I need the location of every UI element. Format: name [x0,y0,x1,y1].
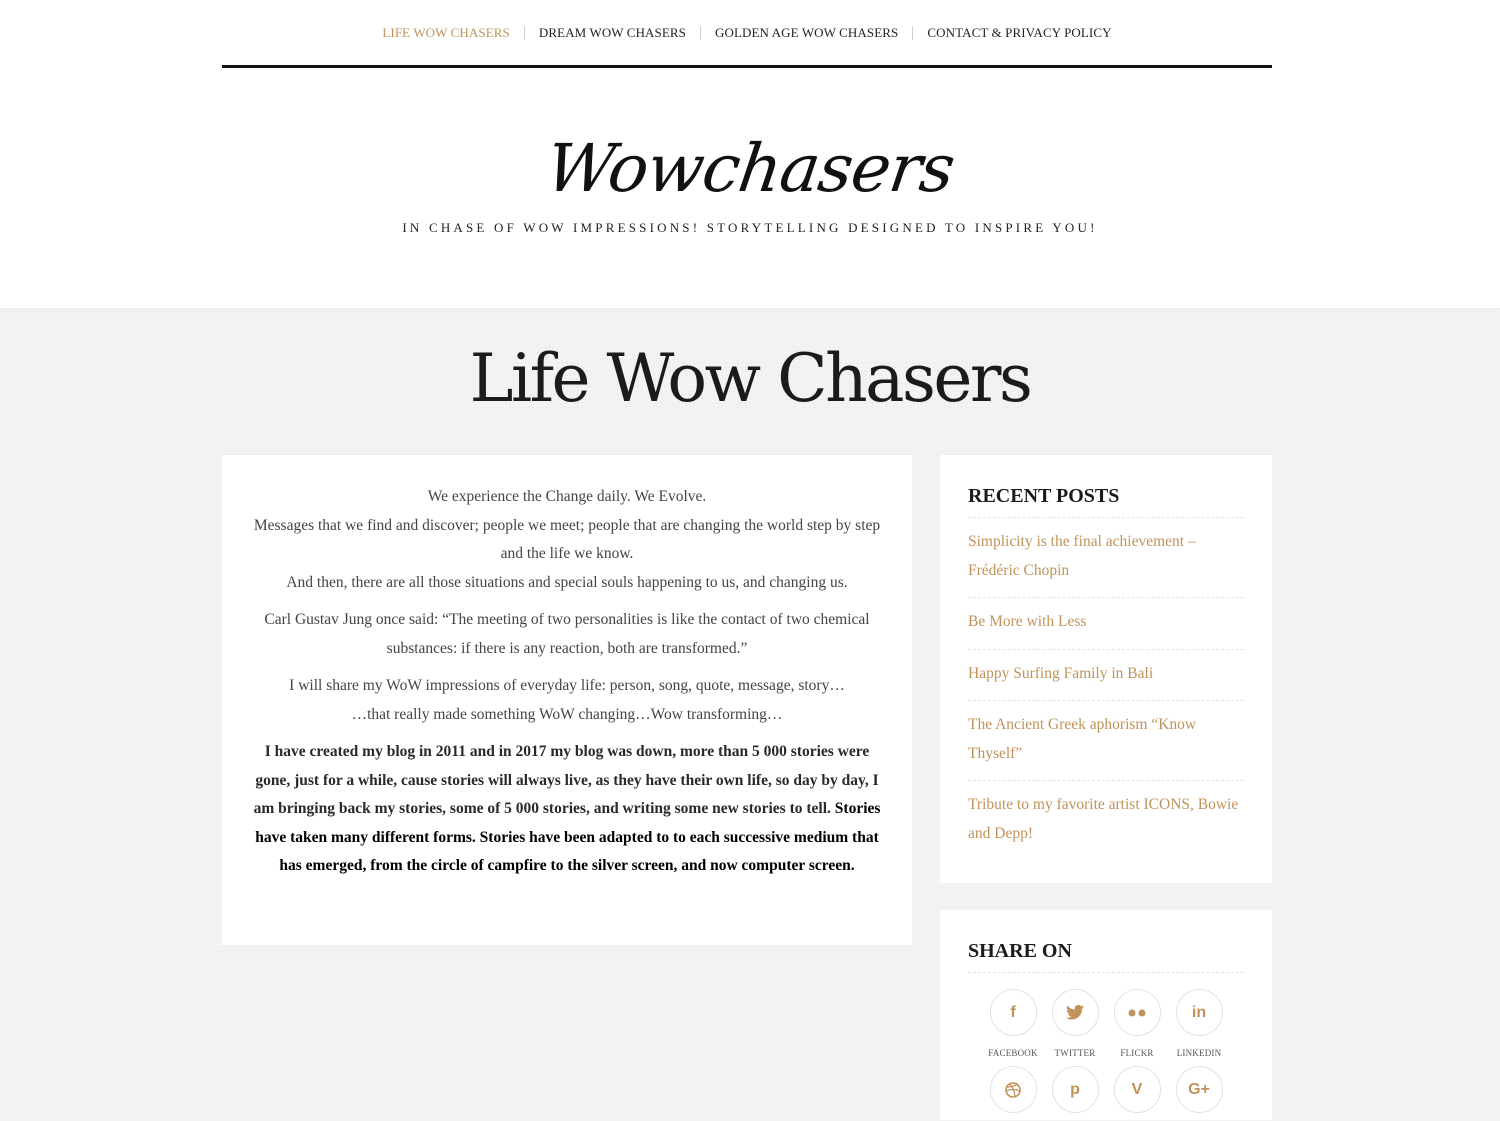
article-line: And then, there are all those situations and special souls happening to us, and changing us. [286,573,848,591]
facebook-icon: f [990,989,1037,1036]
site-tagline: IN CHASE OF WOW IMPRESSIONS! STORYTELLING DESIGNED TO INSPIRE YOU! [402,220,1098,235]
article-paragraph [250,672,884,729]
share-flickr-button[interactable] [1106,989,1168,1058]
site-logo[interactable]: Wowchasers [541,130,959,207]
site-header [0,68,1500,308]
recent-posts-widget [940,455,1272,883]
recent-post-link[interactable]: Simplicity is the final achievement – Frédéric Chopin [968,518,1244,598]
article-quote: Carl Gustav Jung once said: “The meeting of two personalities is like the contact of two chemical substances: if there is any reaction, both are transformed.” [264,611,870,657]
recent-posts-title: RECENT POSTS [968,485,1244,518]
article-bold-paragraph [250,738,884,881]
share-dribbble-button[interactable] [982,1066,1044,1113]
dribbble-icon [990,1066,1037,1113]
share-twitter-button[interactable] [1044,989,1106,1058]
share-label: LINKEDIN [1176,1048,1222,1058]
top-navigation [222,0,1272,68]
share-vimeo-button[interactable] [1106,1066,1168,1113]
nav-item-life-wow-chasers[interactable]: LIFE WOW CHASERS [382,24,510,40]
share-title: SHARE ON [968,940,1244,973]
recent-post-link[interactable]: Be More with Less [968,598,1244,650]
share-label: TWITTER [1054,1048,1096,1058]
article-line: …that really made something WoW changing…Wow transforming… [351,705,783,723]
google-plus-icon: G+ [1176,1066,1223,1113]
linkedin-icon: in [1176,989,1223,1036]
share-linkedin-button[interactable] [1168,989,1230,1058]
share-google-plus-button[interactable] [1168,1066,1230,1113]
nav-item-contact-privacy-policy[interactable]: CONTACT & PRIVACY POLICY [912,26,1125,40]
article-line: I will share my WoW impressions of everyday life: person, song, quote, message, story… [289,677,845,694]
share-label: FACEBOOK [988,1048,1038,1058]
recent-post-link[interactable]: Happy Surfing Family in Bali [968,650,1244,702]
share-label: FLICKR [1120,1048,1154,1058]
recent-post-link[interactable]: The Ancient Greek aphorism “Know Thyself” [968,701,1244,781]
article-line: We experience the Change daily. We Evolve. [427,488,707,505]
twitter-icon [1052,989,1099,1036]
share-facebook-button[interactable] [982,989,1044,1058]
vimeo-icon: V [1114,1066,1161,1113]
article-bold-text: I have created my blog in 2011 and in 2017 my blog was down, more than 5 000 stories were gone, just for a while, cause stories will always live, as they have their own life, so day by day, I am bringing back my stories, some of 5 000 stories, and writing some new stories to tell. [253,743,879,817]
article-card [222,455,912,945]
page-title: Life Wow Chasers [469,340,1031,417]
article-paragraph [250,483,884,597]
share-pinterest-button[interactable] [1044,1066,1106,1113]
article-line: Messages that we find and discover; people we meet; people that are changing the world step by step and the life we know. [253,516,881,562]
article-bold-text-dark: Stories have taken many different forms. Stories have been adapted to to each successive medium that has emerged, from the circle of campfire to the silver screen, and now computer screen. [255,800,881,874]
share-widget [940,910,1272,1120]
pinterest-icon: p [1052,1066,1099,1113]
nav-item-golden-age-wow-chasers[interactable]: GOLDEN AGE WOW CHASERS [700,26,912,40]
nav-item-dream-wow-chasers[interactable]: DREAM WOW CHASERS [524,26,700,40]
flickr-icon [1114,989,1161,1036]
recent-post-link[interactable]: Tribute to my favorite artist ICONS, Bowie and Depp! [968,796,1239,842]
